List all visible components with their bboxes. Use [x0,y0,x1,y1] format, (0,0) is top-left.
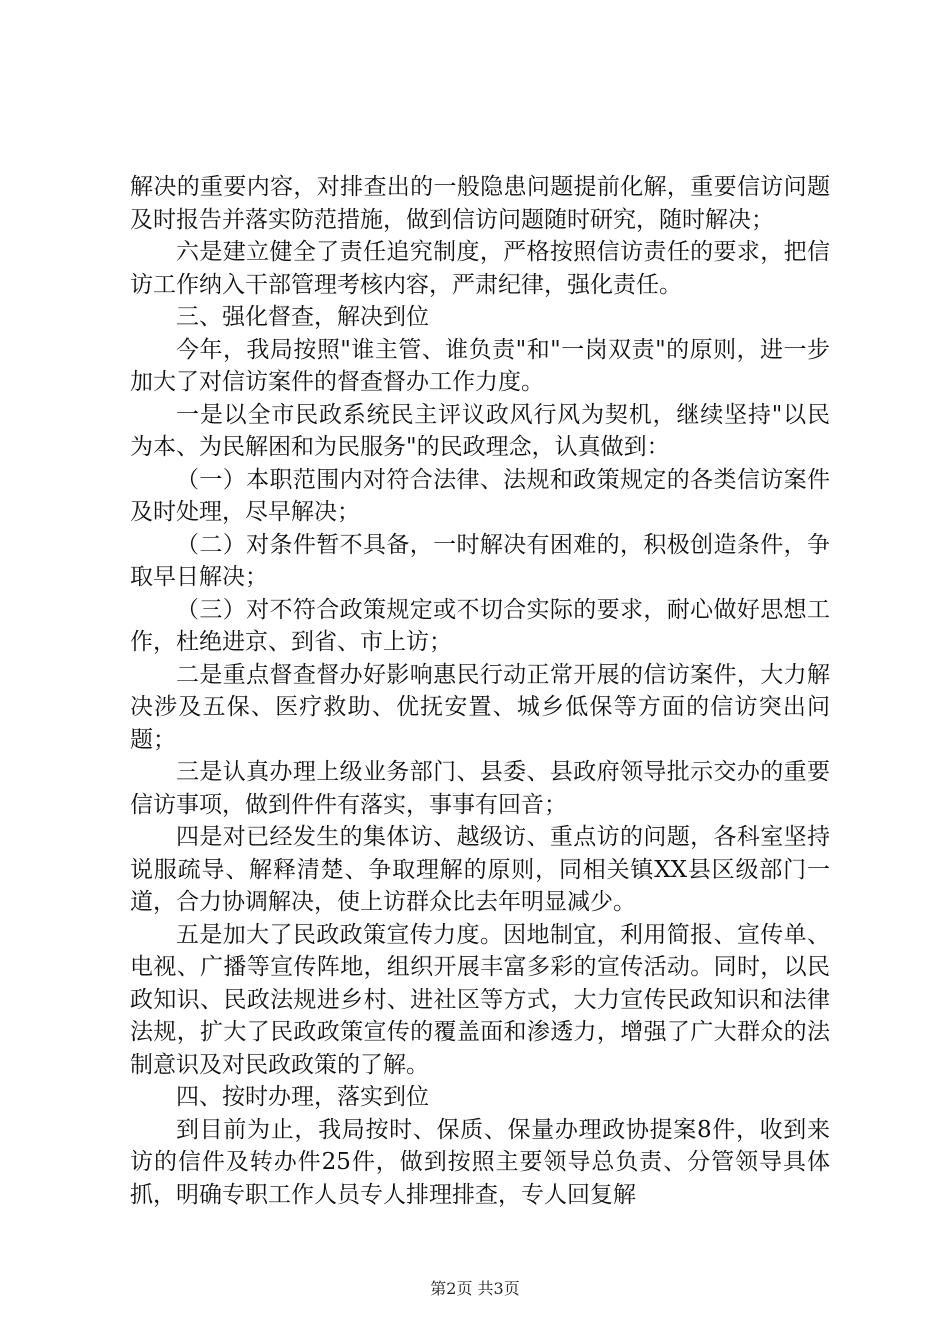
section-heading-timely: 四、按时办理，落实到位 [176,1084,429,1110]
paragraph-point-three: 三是认真办理上级业务部门、县委、县政府领导批示交办的重要信访事项，做到件件有落实，事事有回音； [130,759,830,818]
section-heading-supervision: 三、强化督查，解决到位 [176,304,429,330]
paragraph-sub-three: （三）对不符合政策规定或不切合实际的要求，耐心做好思想工作，杜绝进京、到省、市上访； [130,596,830,655]
document-body [130,171,830,1211]
paragraph-this-year: 今年，我局按照"谁主管、谁负责"和"一岗双责"的原则，进一步加大了对信访案件的督查督办工作力度。 [130,336,830,395]
paragraph-sub-one: （一）本职范围内对符合法律、法规和政策规定的各类信访案件及时处理，尽早解决； [130,466,830,525]
paragraph-to-date: 到目前为止，我局按时、保质、保量办理政协提案8件，收到来访的信件及转办件25件，做到按照主要领导总负责、分管领导具体抓，明确专职工作人员专人排理排查，专人回复解 [130,1116,830,1208]
page-number-footer: 第2页 共3页 [430,1279,520,1298]
paragraph-point-two: 二是重点督查督办好影响惠民行动正常开展的信访案件，大力解决涉及五保、医疗救助、优抚安置、城乡低保等方面的信访突出问题； [130,661,830,753]
paragraph-sub-two: （二）对条件暂不具备，一时解决有困难的，积极创造条件，争取早日解决； [130,531,830,590]
paragraph-continuation: 解决的重要内容，对排查出的一般隐患问题提前化解，重要信访问题及时报告并落实防范措施，做到信访问题随时研究，随时解决； [130,174,830,233]
paragraph-point-five: 五是加大了民政政策宣传力度。因地制宜，利用简报、宣传单、电视、广播等宣传阵地，组织开展丰富多彩的宣传活动。同时，以民政知识、民政法规进乡村、进社区等方式，大力宣传民政知识和法律法规，扩大了民政政策宣传的覆盖面和渗透力，增强了广大群众的法制意识及对民政政策的了解。 [130,921,830,1078]
paragraph-point-four: 四是对已经发生的集体访、越级访、重点访的问题，各科室坚持说服疏导、解释清楚、争取理解的原则，同相关镇XX县区级部门一道，合力协调解决，使上访群众比去年明显减少。 [130,824,830,915]
paragraph-accountability: 六是建立健全了责任追究制度，严格按照信访责任的要求，把信访工作纳入干部管理考核内容，严肃纪律，强化责任。 [130,239,830,298]
paragraph-point-one: 一是以全市民政系统民主评议政风行风为契机，继续坚持"以民为本、为民解困和为民服务"的民政理念，认真做到： [130,401,830,460]
